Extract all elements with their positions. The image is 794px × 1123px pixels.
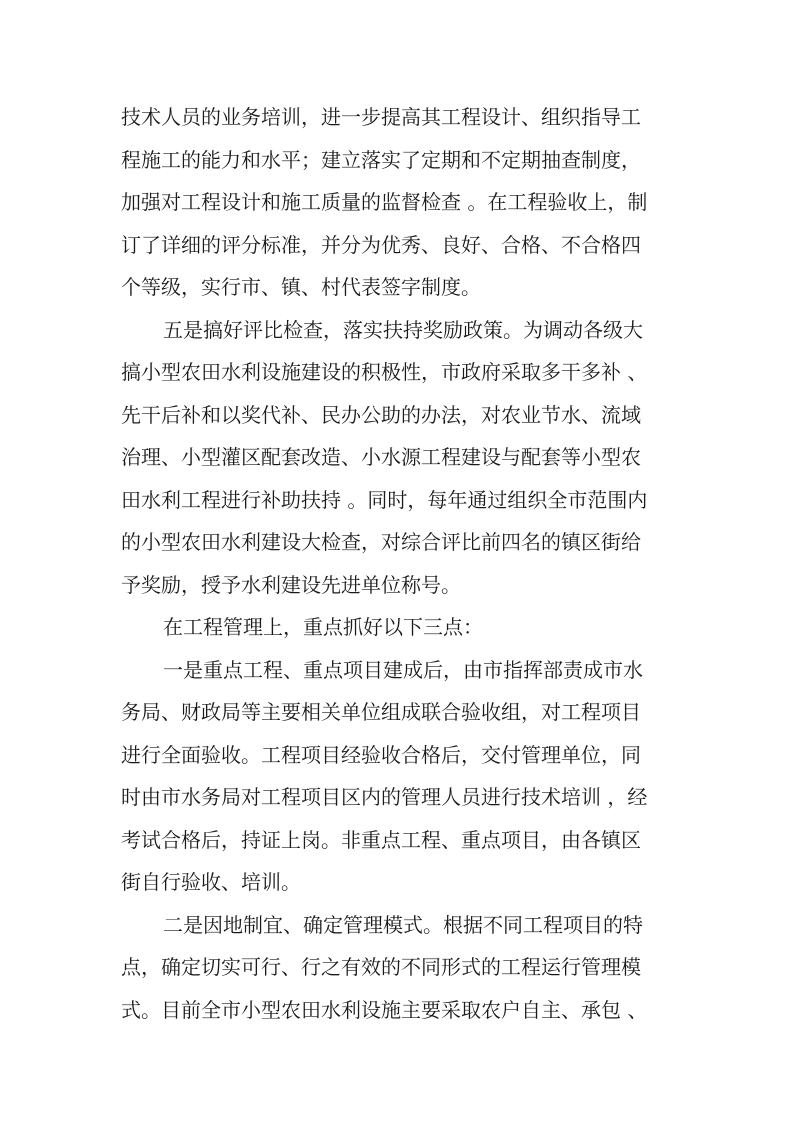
paragraph-start-line: 一是重点工程、重点项目建成后，由市指挥部责成市水: [163, 657, 643, 682]
text-line: 田水利工程进行补助扶持 。同时，每年通过组织全市范围内: [121, 487, 648, 512]
text-line: 进行全面验收。工程项目经验收合格后，交付管理单位，同: [121, 742, 641, 767]
text-line: 个等级，实行市、镇、村代表签字制度。: [121, 275, 481, 299]
paragraph-start-line: 五是搞好评比检查，落实扶持奖励政策。为调动各级大: [163, 317, 643, 342]
paragraph-start-line: 在工程管理上，重点抓好以下三点：: [163, 615, 483, 639]
text-line: 加强对工程设计和施工质量的监督检查 。在工程验收上，制: [121, 190, 648, 214]
body-text: [121, 96, 681, 1031]
text-line: 先干后补和以奖代补、民办公助的办法，对农业节水、流域: [121, 402, 641, 427]
text-line: 治理、小型灌区配套改造、小水源工程建设与配套等小型农: [121, 445, 641, 469]
text-line: 考试合格后，持证上岗。非重点工程、重点项目，由各镇区: [121, 827, 641, 852]
text-line: 搞小型农田水利设施建设的积极性，市政府采取多干多补 、: [121, 360, 648, 384]
text-line: 的小型农田水利建设大检查，对综合评比前四名的镇区街给: [121, 530, 641, 554]
text-line: 式。目前全市小型农田水利设施主要采取农户自主、承包 、: [121, 997, 648, 1022]
text-line: 程施工的能力和水平；建立落实了定期和不定期抽查制度，: [121, 147, 641, 172]
text-line: 订了详细的评分标准，并分为优秀、良好、合格、不合格四: [121, 232, 641, 257]
text-line: 时由市水务局对工程项目区内的管理人员进行技术培训 ，经: [121, 785, 648, 809]
paragraph-start-line: 二是因地制宜、确定管理模式。根据不同工程项目的特: [163, 912, 643, 937]
text-line: 点，确定切实可行、行之有效的不同形式的工程运行管理模: [121, 955, 641, 979]
text-line: 务局、财政局等主要相关单位组成联合验收组，对工程项目: [121, 700, 641, 724]
text-line: 街自行验收、培训。: [121, 870, 301, 894]
text-line: 予奖励，授予水利建设先进单位称号。: [121, 572, 461, 597]
text-line: 技术人员的业务培训，进一步提高其工程设计、组织指导工: [121, 105, 641, 129]
